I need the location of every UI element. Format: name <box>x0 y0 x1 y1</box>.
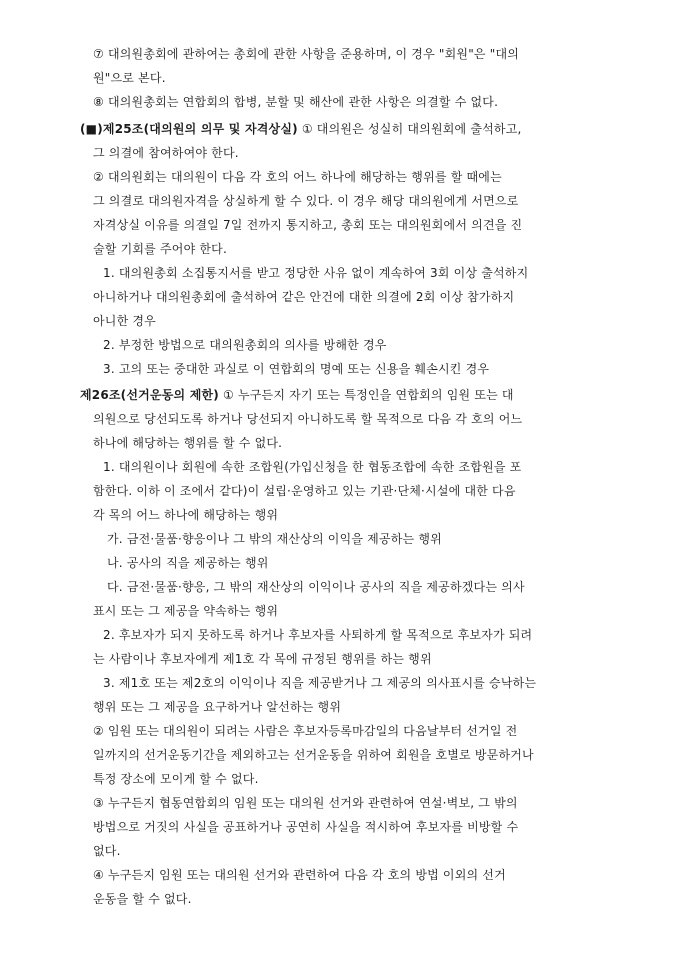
line-text: ④ 누구든지 임원 또는 대의원 선거와 관련하여 다음 각 호의 방법 이외의 선거 <box>93 868 506 882</box>
text-line <box>103 262 598 284</box>
text-line <box>93 432 593 454</box>
line-text: 3. 고의 또는 중대한 과실로 이 연합회의 명예 또는 신용을 훼손시킨 경우 <box>103 362 490 376</box>
line-text: ② 임원 또는 대의원이 되려는 사람은 후보자등록마감일의 다음날부터 선거일 전 <box>93 724 518 738</box>
line-text: 1. 대의원총회 소집통지서를 받고 정당한 사유 없이 계속하여 3회 이상 출석하지 <box>103 266 529 280</box>
text-line <box>107 552 597 574</box>
article-heading: (■)제25조(대의원의 의무 및 자격상실) <box>80 122 298 136</box>
text-line <box>93 286 593 308</box>
text-line <box>93 166 593 188</box>
text-line <box>93 768 593 790</box>
text-line <box>93 600 593 622</box>
article-heading: 제26조(선거운동의 제한) <box>80 388 219 402</box>
line-text: 아니하거나 대의원총회에 출석하여 같은 안건에 대한 의결에 2회 이상 참가하지 <box>93 290 515 304</box>
article-heading-line <box>80 118 600 140</box>
line-text: 행위 또는 그 제공을 요구하거나 알선하는 행위 <box>93 700 342 714</box>
text-line <box>93 91 593 113</box>
text-line <box>93 142 593 164</box>
line-text: 다. 금전·물품·향응, 그 밖의 재산상의 이익이나 공사의 직을 제공하겠다는 의사 <box>107 580 525 594</box>
line-text: 일까지의 선거운동기간을 제외하고는 선거운동을 위하여 회원을 호별로 방문하거나 <box>93 748 534 762</box>
line-text: ① 누구든지 자기 또는 특정인을 연합회의 임원 또는 대 <box>218 388 514 402</box>
text-line <box>107 576 597 598</box>
line-text: 가. 금전·물품·향응이나 그 밖의 재산상의 이익을 제공하는 행위 <box>107 532 442 546</box>
text-line <box>93 43 593 65</box>
line-text: 2. 후보자가 되지 못하도록 하거나 후보자를 사퇴하게 할 목적으로 후보자가 되려 <box>103 628 533 642</box>
line-text: 하나에 해당하는 행위를 할 수 없다. <box>93 436 283 450</box>
text-line <box>93 310 593 332</box>
line-text: 2. 부정한 방법으로 대의원총회의 의사를 방해한 경우 <box>103 338 387 352</box>
text-line <box>103 672 598 694</box>
line-text: 방법으로 거짓의 사실을 공표하거나 공연히 사실을 적시하여 후보자를 비방할 수 <box>93 820 519 834</box>
text-line <box>93 648 593 670</box>
line-text: 자격상실 이유를 의결일 7일 전까지 통지하고, 총회 또는 대의원회에서 의견을 진 <box>93 218 523 232</box>
line-text: 운동을 할 수 없다. <box>93 892 192 906</box>
line-text: 그 의결에 참여하여야 한다. <box>93 146 239 160</box>
line-text: 그 의결로 대의원자격을 상실하게 할 수 있다. 이 경우 해당 대의원에게 서면으로 <box>93 194 519 208</box>
text-line <box>103 334 598 356</box>
text-line <box>93 864 593 886</box>
line-text: 특정 장소에 모이게 할 수 없다. <box>93 772 259 786</box>
text-line <box>103 624 598 646</box>
line-text: 표시 또는 그 제공을 약속하는 행위 <box>93 604 279 618</box>
line-text: ① 대의원은 성실히 대의원회에 출석하고, <box>297 122 522 136</box>
text-line <box>93 816 593 838</box>
line-text: 나. 공사의 직을 제공하는 행위 <box>107 556 269 570</box>
line-text: 술할 기회를 주어야 한다. <box>93 242 227 256</box>
line-text: 1. 대의원이나 회원에 속한 조합원(가입신청을 한 협동조합에 속한 조합원을 포 <box>103 460 522 474</box>
line-text: 없다. <box>93 844 121 858</box>
line-text: ⑦ 대의원총회에 관하여는 총회에 관한 사항을 준용하며, 이 경우 "회원"은 "대의 <box>93 47 520 61</box>
line-text: 의원으로 당선되도록 하거나 당선되지 아니하도록 할 목적으로 다음 각 호의 어느 <box>93 412 523 426</box>
text-line <box>93 792 593 814</box>
text-line <box>93 888 593 910</box>
text-line <box>93 696 593 718</box>
text-line <box>93 190 593 212</box>
text-line <box>93 504 593 526</box>
text-line <box>93 238 593 260</box>
text-line <box>93 720 593 742</box>
text-line <box>103 358 598 380</box>
text-line <box>107 528 597 550</box>
text-line <box>93 214 593 236</box>
text-line <box>103 456 598 478</box>
line-text: 3. 제1호 또는 제2호의 이익이나 직을 제공받거나 그 제공의 의사표시를 승낙하는 <box>103 676 537 690</box>
line-text: 함한다. 이하 이 조에서 같다)이 설립·운영하고 있는 기관·단체·시설에 대한 다음 <box>93 484 516 498</box>
line-text: 원"으로 본다. <box>93 71 166 85</box>
line-text: ⑧ 대의원총회는 연합회의 합병, 분할 및 해산에 관한 사항은 의결할 수 없다. <box>93 95 499 109</box>
text-line <box>93 480 593 502</box>
text-line <box>93 67 593 89</box>
line-text: ③ 누구든지 협동연합회의 임원 또는 대의원 선거와 관련하여 연설·벽보, 그 밖의 <box>93 796 518 810</box>
line-text: 는 사람이나 후보자에게 제1호 각 목에 규정된 행위를 하는 행위 <box>93 652 432 666</box>
text-line <box>93 744 593 766</box>
text-line <box>93 408 593 430</box>
line-text: 아니한 경우 <box>93 314 156 328</box>
line-text: ② 대의원회는 대의원이 다음 각 호의 어느 하나에 해당하는 행위를 할 때에는 <box>93 170 502 184</box>
line-text: 각 목의 어느 하나에 해당하는 행위 <box>93 508 279 522</box>
text-line <box>93 840 593 862</box>
article-heading-line <box>80 384 600 406</box>
